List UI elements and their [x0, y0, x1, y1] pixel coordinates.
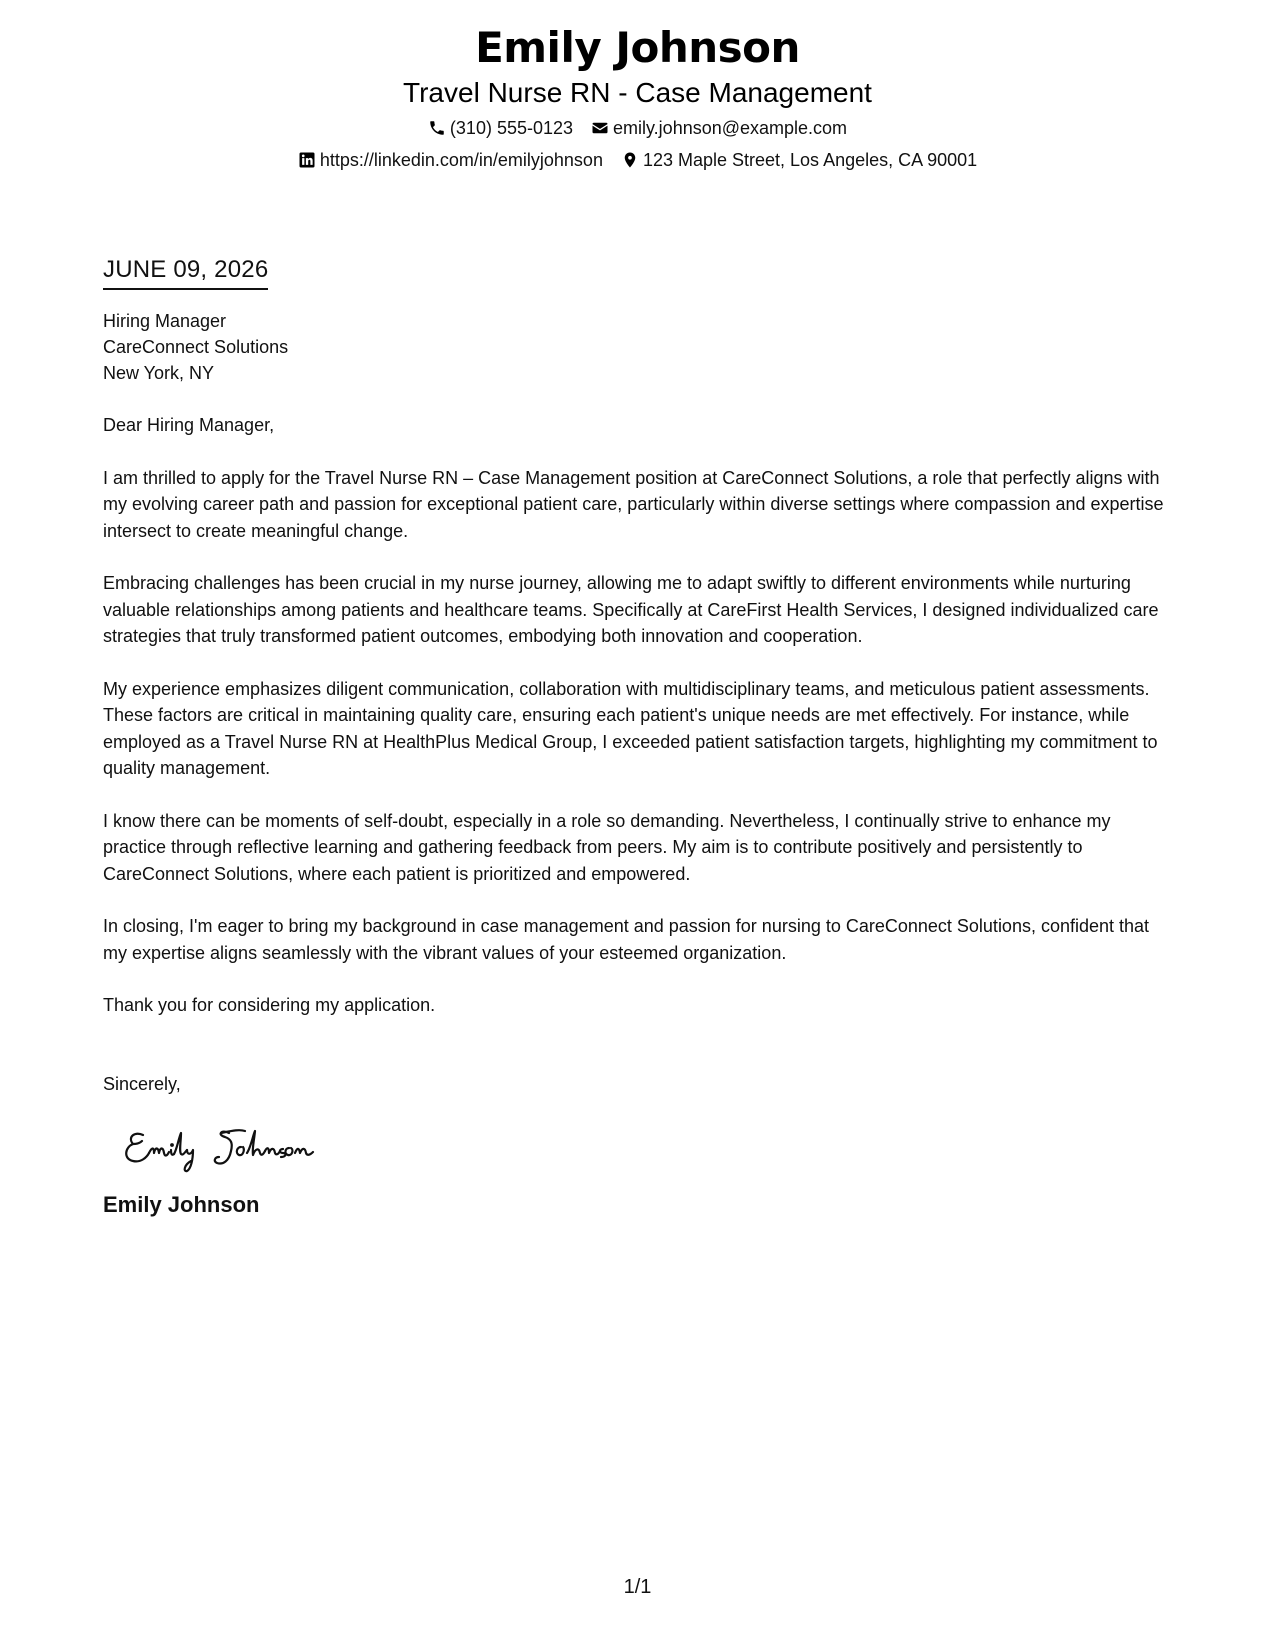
- letter-body: [103, 254, 1178, 1219]
- contact-row-primary: [0, 116, 1275, 140]
- applicant-name: Emily Johnson: [475, 23, 800, 72]
- linkedin-text[interactable]: https://linkedin.com/in/emilyjohnson: [319, 150, 603, 170]
- body-paragraph: In closing, I'm eager to bring my background in case management and passion for nursing to CareConnect Solutions, confident that my expertise aligns seamlessly with the vibrant values of your esteemed organization.: [103, 916, 1150, 963]
- contact-row-secondary: [0, 148, 1275, 172]
- body-paragraph: My experience emphasizes diligent communication, collaboration with multidisciplinary teams, and meticulous patient assessments. These factors are critical in maintaining quality care, ensuring each patient's unique needs are met effectively. For instance, while employed as a Travel Nurse RN at HealthPlus Medical Group, I exceeded patient satisfaction targets, highlighting my commitment to quality management.: [103, 678, 1158, 778]
- greeting: Dear Hiring Manager,: [103, 415, 275, 435]
- page-number: 1/1: [623, 1576, 652, 1598]
- phone-icon: [428, 119, 446, 137]
- address-text: 123 Maple Street, Los Angeles, CA 90001: [642, 150, 978, 170]
- map-marker-icon: [621, 151, 639, 169]
- contact-email[interactable]: [591, 116, 847, 140]
- body-paragraph: Embracing challenges has been crucial in my nurse journey, allowing me to adapt swiftly to different environments while nurturing valuable relationships among patients and healthcare teams. Specifically at CareFirst Health Services, I designed individualized care strategies that truly transformed patient outcomes, embodying both innovation and cooperation.: [103, 573, 1159, 646]
- contact-linkedin[interactable]: [298, 148, 603, 172]
- phone-text: (310) 555-0123: [449, 118, 574, 138]
- thanks-line: Thank you for considering my application.: [103, 995, 436, 1015]
- body-paragraph: I am thrilled to apply for the Travel Nurse RN – Case Management position at CareConnect Solutions, a role that perfectly aligns with my evolving career path and passion for exceptional patient care, particularly within diverse settings where compassion and expertise intersect to create meaningful change.: [103, 467, 1164, 541]
- recipient-location: New York, NY: [103, 363, 215, 383]
- email-text[interactable]: emily.johnson@example.com: [613, 118, 848, 138]
- handwritten-signature: [121, 1117, 361, 1177]
- recipient-block: [103, 308, 1178, 386]
- contact-address: [621, 148, 977, 172]
- recipient-company: CareConnect Solutions: [103, 337, 289, 357]
- signoff: Sincerely,: [103, 1073, 181, 1094]
- linkedin-icon: [298, 151, 316, 169]
- job-title: Travel Nurse RN - Case Management: [403, 77, 872, 108]
- body-paragraph: I know there can be moments of self-doubt, especially in a role so demanding. Nevertheless, I continually strive to enhance my practice through reflective learning and gathering feedback from peers. My aim is to contribute positively and persistently to CareConnect Solutions, where each patient is prioritized and empowered.: [103, 810, 1111, 884]
- letter-header: [0, 22, 1275, 172]
- letter-date: JUNE 09, 2026: [103, 254, 268, 290]
- contact-phone: [428, 116, 573, 140]
- recipient-title: Hiring Manager: [103, 311, 227, 331]
- envelope-icon: [591, 119, 609, 137]
- signer-name: Emily Johnson: [103, 1192, 260, 1217]
